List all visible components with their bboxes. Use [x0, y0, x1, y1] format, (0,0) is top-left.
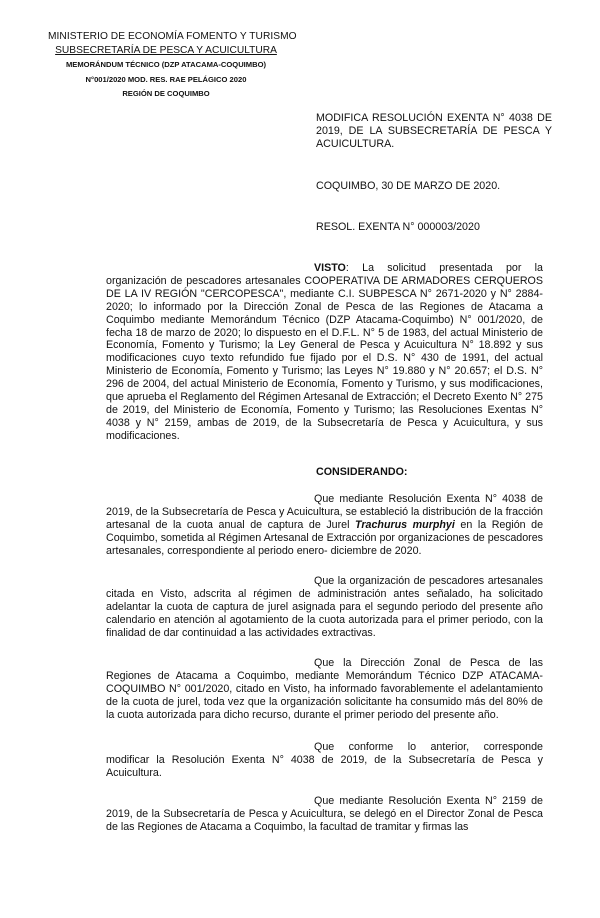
memorandum-reference: MEMORÁNDUM TÉCNICO (DZP ATACAMA-COQUIMBO)	[65, 60, 267, 70]
considerando-3-text: Que la Dirección Zonal de Pesca de las Regiones de Atacama a Coquimbo, mediante Memorándum Técnico DZP ATACAMA-COQUIMBO N° 001/2020, citado en Visto, ha informado favorablemente el adelantamiento de la cuota de jurel, toda vez que la organización solicitante ha consumido más del 80% de la cuota autorizada para dicho recurso, durante el primer periodo del presente año.	[106, 657, 543, 721]
species-name: Trachurus murphyi	[355, 518, 455, 531]
considerando-paragraph-1	[106, 493, 543, 558]
letterhead	[48, 30, 297, 101]
memorandum-number: N°001/2020 MOD. RES. RAE PELÁGICO 2020	[85, 74, 247, 84]
considerando-heading: CONSIDERANDO:	[316, 466, 408, 478]
considerando-5-text: Que mediante Resolución Exenta N° 2159 de 2019, de la Subsecretaría de Pesca y Acuicultura, se delegó en el Director Zonal de Pesca de las Regiones de Atacama a Coquimbo, la facultad de tramitar y firmas las	[106, 795, 543, 833]
considerando-1-text-b: en la Región de Coquimbo, sometida al Régimen Artesanal de Extracción por organizaciones de pescadores artesanales, correspondiente al periodo enero- diciembre de 2020.	[106, 518, 544, 557]
considerando-paragraph-5	[106, 795, 543, 834]
considerando-1-text-a: Que mediante Resolución Exenta N° 4038 de 2019, de la Subsecretaría de Pesca y Acuicultura, se estableció la distribución de la fracción artesanal de la cuota anual de captura de Jurel	[106, 493, 543, 531]
resolution-number: RESOL. EXENTA N° 000003/2020	[316, 221, 480, 233]
visto-paragraph	[106, 262, 543, 443]
considerando-2-text: Que la organización de pescadores artesanales citada en Visto, adscrita al régimen de administración antes señalado, ha solicitado adelantar la cuota de captura de jurel asignada para el segundo periodo del presente año calendario en atención al agotamiento de la cuota autorizada para el primer periodo, con la finalidad de dar continuidad a las actividades extractivas.	[106, 575, 543, 639]
considerando-4-text: Que conforme lo anterior, corresponde modificar la Resolución Exenta N° 4038 de 2019, de la Subsecretaría de Pesca y Acuicultura.	[106, 741, 543, 779]
resolution-date: COQUIMBO, 30 DE MARZO DE 2020.	[316, 180, 501, 192]
resolution-subject: MODIFICA RESOLUCIÓN EXENTA N° 4038 DE 2019, DE LA SUBSECRETARÍA DE PESCA Y ACUICULTURA.	[316, 112, 552, 150]
considerando-paragraph-2	[106, 575, 543, 640]
considerando-paragraph-4	[106, 741, 543, 780]
considerando-paragraph-3	[106, 657, 543, 722]
undersecretariat-name: SUBSECRETARÍA DE PESCA Y ACUICULTURA	[55, 45, 277, 57]
ministry-name: MINISTERIO DE ECONOMÍA FOMENTO Y TURISMO	[48, 31, 297, 42]
visto-label: VISTO	[314, 262, 346, 274]
visto-text: : La solicitud presentada por la organización de pescadores artesanales COOPERATIVA DE ARMADORES CERQUEROS DE LA IV REGIÓN "CERCOPESCA", mediante C.I. SUBPESCA N° 2671-2020 y N° 2884-2020; lo informado por la Dirección Zonal de Pesca de las Regiones de Atacama a Coquimbo mediante Memorándum Técnico (DZP Atacama-Coquimbo) N° 001/2020, de fecha 18 de marzo de 2020; lo dispuesto en el D.F.L. N° 5 de 1983, del actual Ministerio de Economía, Fomento y Turismo; la Ley General de Pesca y Acuicultura N° 18.892 y sus modificaciones cuyo texto refundido fue fijado por el D.S. N° 430 de 1991, del actual Ministerio de Economía, Fomento y Turismo; las Leyes N° 19.880 y N° 20.657; el D.S. N° 296 de 2004, del actual Ministerio de Economía, Fomento y Turismo, y sus modificaciones, que aprueba el Reglamento del Régimen Artesanal de Extracción; el Decreto Exento N° 275 de 2019, del Ministerio de Economía, Fomento y Turismo; las Resoluciones Exentas N° 4038 y N° 2159, ambas de 2019, de la Subsecretaría de Pesca y Acuicultura, y sus modificaciones.	[106, 262, 543, 442]
region-name: REGIÓN DE COQUIMBO	[122, 88, 210, 98]
